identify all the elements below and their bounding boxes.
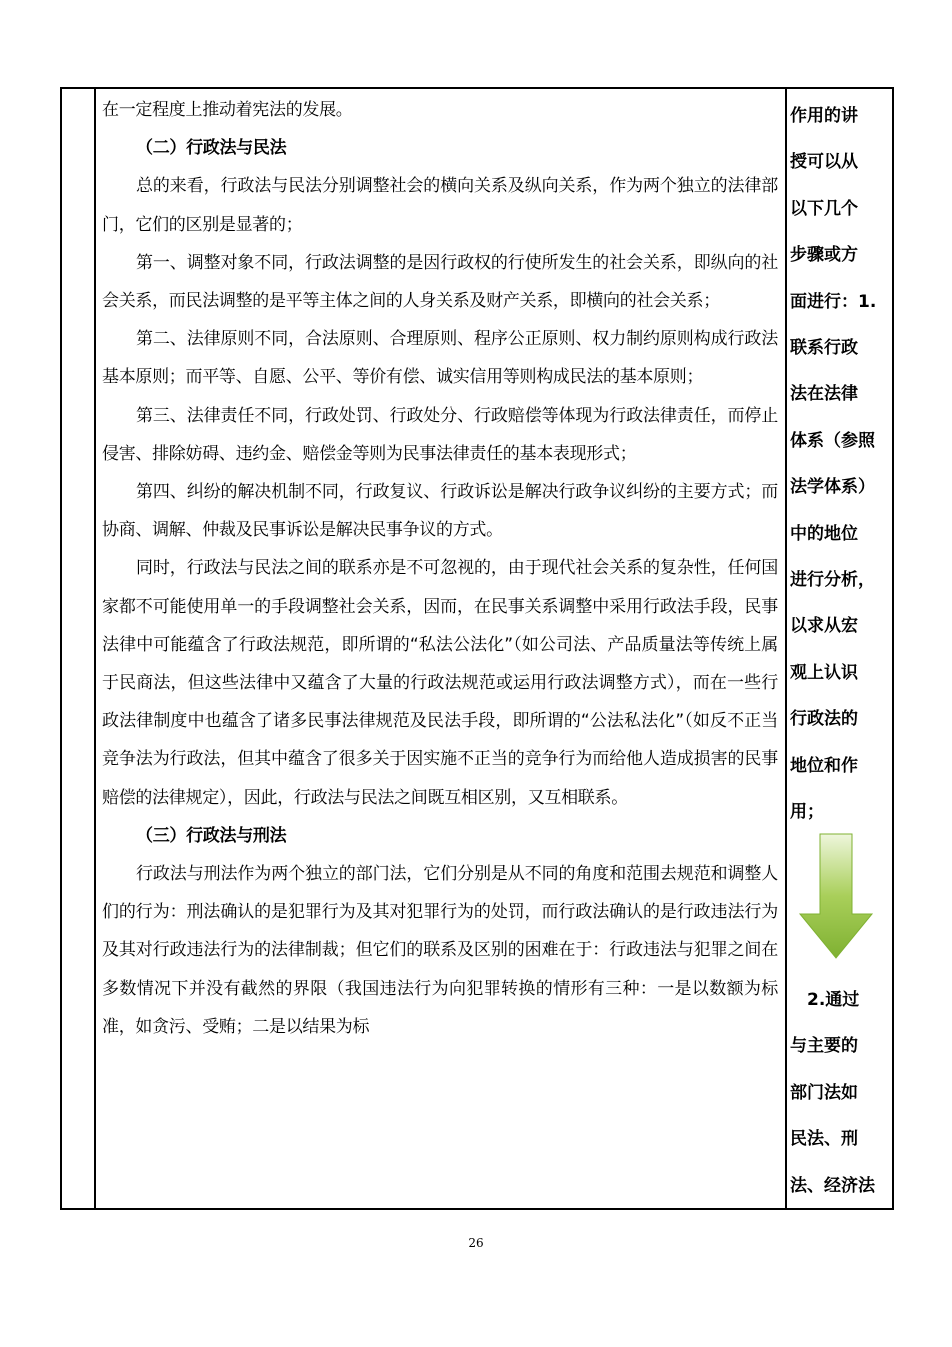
sidebar-line: 用； — [790, 802, 824, 823]
section-heading: （三）行政法与刑法 — [136, 825, 287, 846]
sidebar-line: 2.通过 — [790, 990, 860, 1010]
sidebar-line: 体系（参照 — [790, 430, 875, 451]
sidebar-line: 法学体系） — [790, 477, 875, 498]
body-paragraph: 行政法与刑法作为两个独立的部门法，它们分别是从不同的角度和范围去规范和调整人们的行为：刑法确认的是犯罪行为及其对犯罪行为的处罚，而行政法确认的是行政违法行为及其对行政违法行为的法律制裁；但它们的联系及区别的困难在于：行政违法与犯罪之间在多数情况下并没有截然的界限（我国违法行为向犯罪转换的情形有三种：一是以数额为标准，如贪污、受贿；二是以结果为标 — [102, 864, 778, 1037]
sidebar-lines-top — [790, 93, 886, 836]
sidebar-line: 部门法如 — [790, 1082, 858, 1103]
sidebar-line: 步骤或方 — [790, 245, 858, 266]
sidebar-line: 作用的讲 — [790, 106, 858, 126]
sidebar-line: 与主要的 — [790, 1036, 858, 1057]
section-heading: （二）行政法与民法 — [136, 138, 287, 159]
sidebar-line: 以求从宏 — [790, 616, 858, 637]
body-paragraph: 在一定程度上推动着宪法的发展。 — [102, 100, 353, 120]
sidebar-line: 法、经济法 — [790, 1175, 875, 1196]
main-text-column — [102, 91, 778, 1046]
body-paragraph: 总的来看，行政法与民法分别调整社会的横向关系及纵向关系，作为两个独立的法律部门，它们的区别是显著的； — [102, 176, 778, 235]
down-arrow-svg — [796, 832, 876, 962]
sidebar-lines-bottom — [790, 977, 886, 1209]
body-paragraph: 第三、法律责任不同，行政处罚、行政处分、行政赔偿等体现为行政法律责任，而停止侵害、排除妨碍、违约金、赔偿金等则为民事法律责任的基本表现形式； — [102, 405, 778, 464]
sidebar-line: 授可以从 — [790, 152, 858, 173]
sidebar-line: 进行分析， — [790, 570, 875, 591]
column-divider-right — [785, 89, 787, 1208]
column-divider-left — [94, 89, 96, 1208]
sidebar-line: 民法、刑 — [790, 1129, 858, 1150]
sidebar-line: 法在法律 — [790, 384, 858, 405]
sidebar-notes-top — [790, 93, 886, 836]
page-number: 26 — [468, 1236, 484, 1250]
sidebar-line: 以下几个 — [790, 198, 858, 219]
sidebar-notes-bottom — [790, 977, 886, 1209]
body-paragraph: 第一、调整对象不同，行政法调整的是因行政权的行使所发生的社会关系，即纵向的社会关系，而民法调整的是平等主体之间的人身关系及财产关系，即横向的社会关系； — [102, 252, 778, 312]
paragraph-list — [102, 91, 778, 1046]
body-paragraph: 第四、纠纷的解决机制不同，行政复议、行政诉讼是解决行政争议纠纷的主要方式；而协商、调解、仲裁及民事诉讼是解决民事争议的方式。 — [102, 482, 778, 541]
body-paragraph: 同时，行政法与民法之间的联系亦是不可忽视的，由于现代社会关系的复杂性，任何国家都不可能使用单一的手段调整社会关系，因而，在民事关系调整中采用行政法手段，民事法律中可能蕴含了行政法规范，即所谓的“私法公法化”（如公司法、产品质量法等传统上属于民商法，但这些法律中又蕴含了大量的行政法规范或运用行政法调整方式），而在一些行政法律制度中也蕴含了诸多民事法律规范及民法手段，即所谓的“公法私法化”（如反不正当竞争法为行政法，但其中蕴含了很多关于因实施不正当的竞争行为而给他人造成损害的民事赔偿的法律规定），因此，行政法与民法之间既互相区别，又互相联系。 — [102, 558, 778, 808]
sidebar-line: 联系行政 — [790, 338, 858, 359]
sidebar-line: 面进行：1. — [790, 291, 877, 312]
sidebar-line: 中的地位 — [790, 523, 858, 544]
body-paragraph: 第二、法律原则不同，合法原则、合理原则、程序公正原则、权力制约原则构成行政法基本原则；而平等、自愿、公平、等价有偿、诚实信用等则构成民法的基本原则； — [102, 329, 778, 388]
sidebar-line: 地位和作 — [790, 755, 858, 776]
down-arrow-icon — [796, 832, 876, 962]
sidebar-line: 观上认识 — [790, 662, 858, 683]
sidebar-line: 行政法的 — [790, 709, 858, 730]
